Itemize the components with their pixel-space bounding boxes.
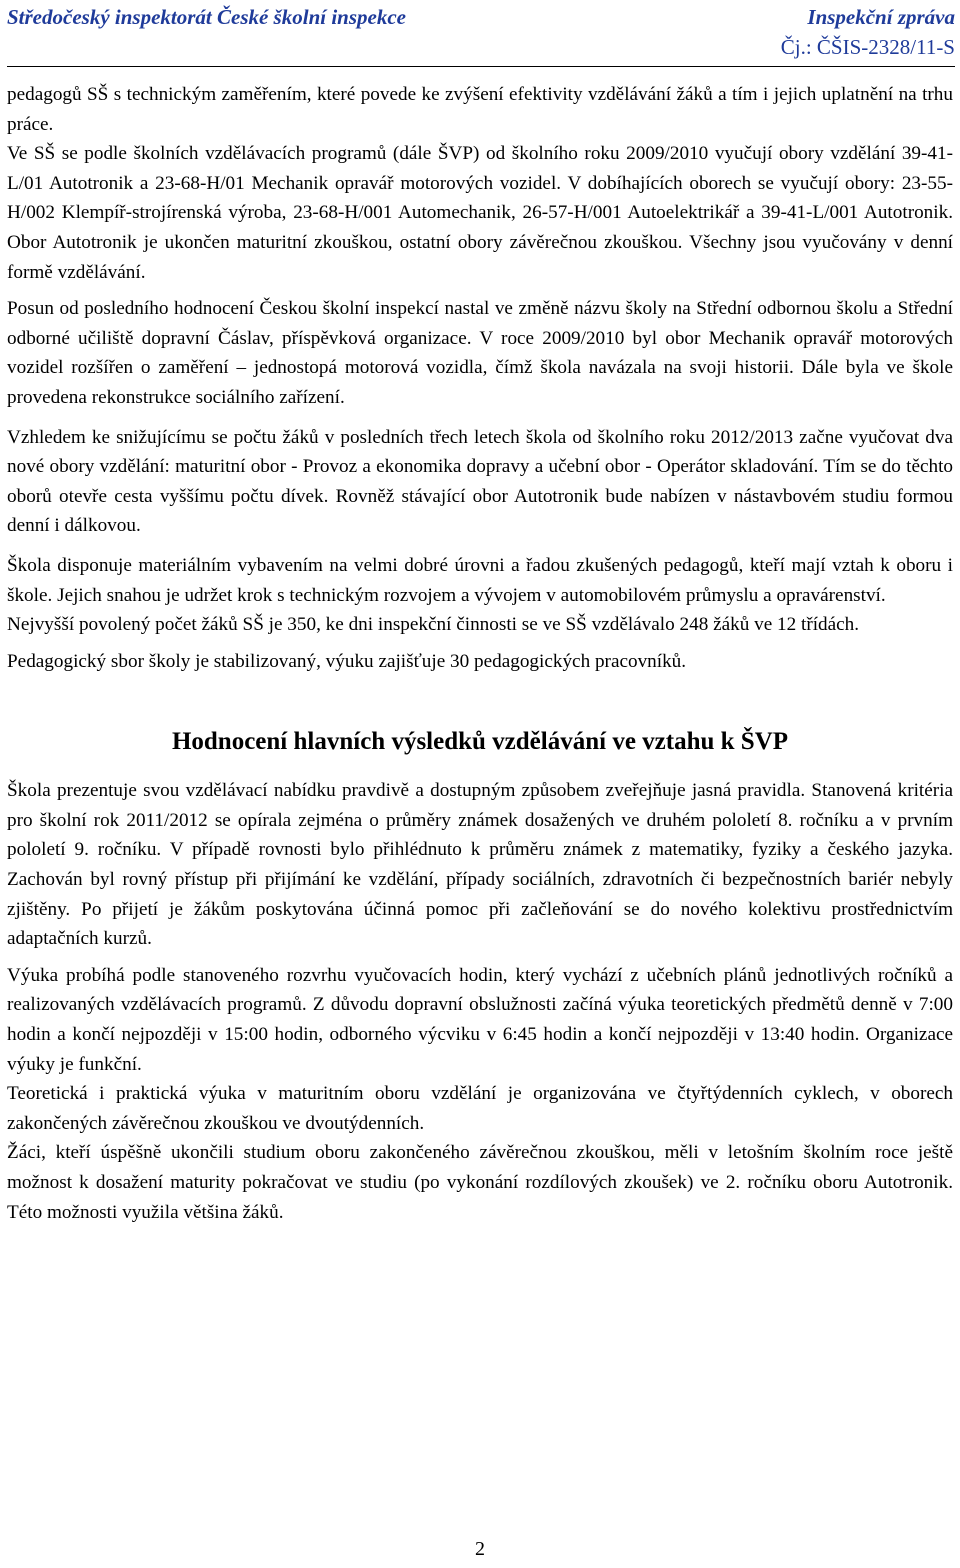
page-number: 2	[475, 1538, 485, 1560]
paragraph: Škola disponuje materiálním vybavením na velmi dobré úrovni a řadou zkušených pedagogů, kteří mají vztah k oboru i škole. Jejich snahou je udržet krok s technickým rozvojem a vývojem v automobilovém průmyslu a opravárenství.	[7, 554, 953, 606]
paragraph: pedagogů SŠ s technickým zaměřením, které povede ke zvýšení efektivity vzdělávání žáků a tím i jejich uplatnění na trhu práce.	[7, 84, 953, 135]
paragraph: Posun od posledního hodnocení Českou školní inspekcí nastal ve změně názvu školy na Střední odbornou školu a Střední odborné učiliště dopravní Čáslav, příspěvková organizace. V roce 2009/2010 byl obor Mechanik opravář motorových vozidel rozšířen o zaměření – jednostopá motorová vozidla, čímž škola navázala na svoji historii. Dále byla ve škole provedena rekonstrukce sociálního zařízení.	[7, 298, 953, 408]
header-right	[781, 2, 955, 62]
paragraph: Vzhledem ke snižujícímu se počtu žáků v posledních třech letech škola od školního roku 2012/2013 začne vyučovat dva nové obory vzdělání: maturitní obor - Provoz a ekonomika dopravy a učební obor - Operátor skladování. Tím se do těchto oborů otevře cesta vyššímu počtu dívek. Rovněž stávající obor Autotronik bude nabízen v nástavbovém studiu formou denní i dálkovou.	[7, 426, 953, 537]
section-heading: Hodnocení hlavních výsledků vzdělávání ve vztahu k ŠVP	[171, 728, 789, 756]
document-body	[7, 80, 953, 1227]
header-reference: Čj.: ČŠIS-2328/11-S	[780, 35, 955, 59]
paragraph: Žáci, kteří úspěšně ukončili studium oboru zakončeného závěrečnou zkouškou, měli v letošním školním roce ještě možnost k dosažení maturity pokračovat ve studiu (po vykonání rozdílových zkoušek) ve 2. ročníku oboru Autotronik. Této možnosti využila většina žáků.	[7, 1142, 953, 1223]
header-institution: Středočeský inspektorát České školní inspekce	[7, 5, 406, 29]
paragraph: Pedagogický sbor školy je stabilizovaný, výuku zajišťuje 30 pedagogických pracovníků.	[7, 650, 687, 672]
page-header	[7, 2, 955, 67]
paragraph: Nejvyšší povolený počet žáků SŠ je 350, ke dni inspekční činnosti se ve SŠ vzdělávalo 248 žáků ve 12 třídách.	[7, 614, 860, 636]
paragraph: Teoretická i praktická výuka v maturitním oboru vzdělání je organizována ve čtyřtýdenních cyklech, v oborech zakončených závěrečnou zkouškou ve dvoutýdenních.	[7, 1083, 953, 1134]
paragraph: Ve SŠ se podle školních vzdělávacích programů (dále ŠVP) od školního roku 2009/2010 vyučují obory vzdělání 39-41-L/01 Autotronik a 23-68-H/01 Mechanik opravář motorových vozidel. V dobíhajících oborech se vyučují obory: 23-55-H/002 Klempíř-strojírenská výroba, 23-68-H/001 Automechanik, 26-57-H/001 Autoelektrikář a 39-41-L/001 Autotronik. Obor Autotronik je ukončen maturitní zkouškou, ostatní obory závěrečnou zkouškou. Všechny jsou vyučovány v denní formě vzdělávání.	[7, 143, 953, 283]
header-doc-type: Inspekční zpráva	[807, 5, 955, 29]
paragraph: Škola prezentuje svou vzdělávací nabídku pravdivě a dostupným způsobem zveřejňuje jasná pravidla. Stanovená kritéria pro školní rok 2011/2012 se opírala zejména o průměry známek dosažených ve druhém pololetí 8. ročníku a v prvním pololetí 9. ročníku. V případě rovnosti bylo přihlédnuto k průměru známek z matematiky, fyziky a českého jazyka. Zachován byl rovný přístup při přijímání ke vzdělání, případy sociálních, zdravotních či bezpečnostních bariér nebyly zjištěny. Po přijetí je žákům poskytována účinná pomoc při začleňování se do nového kolektivu prostřednictvím adaptačních kurzů.	[7, 780, 953, 950]
paragraph: Výuka probíhá podle stanoveného rozvrhu vyučovacích hodin, který vychází z učebních plánů jednotlivých ročníků a realizovaných vzdělávacích programů. Z důvodu dopravní obslužnosti začíná výuka teoretických předmětů denně v 7:00 hodin a končí nejpozději v 15:00 hodin, odborného výcviku v 6:45 hodin a končí nejpozději v 13:40 hodin. Organizace výuky je funkční.	[7, 964, 953, 1075]
